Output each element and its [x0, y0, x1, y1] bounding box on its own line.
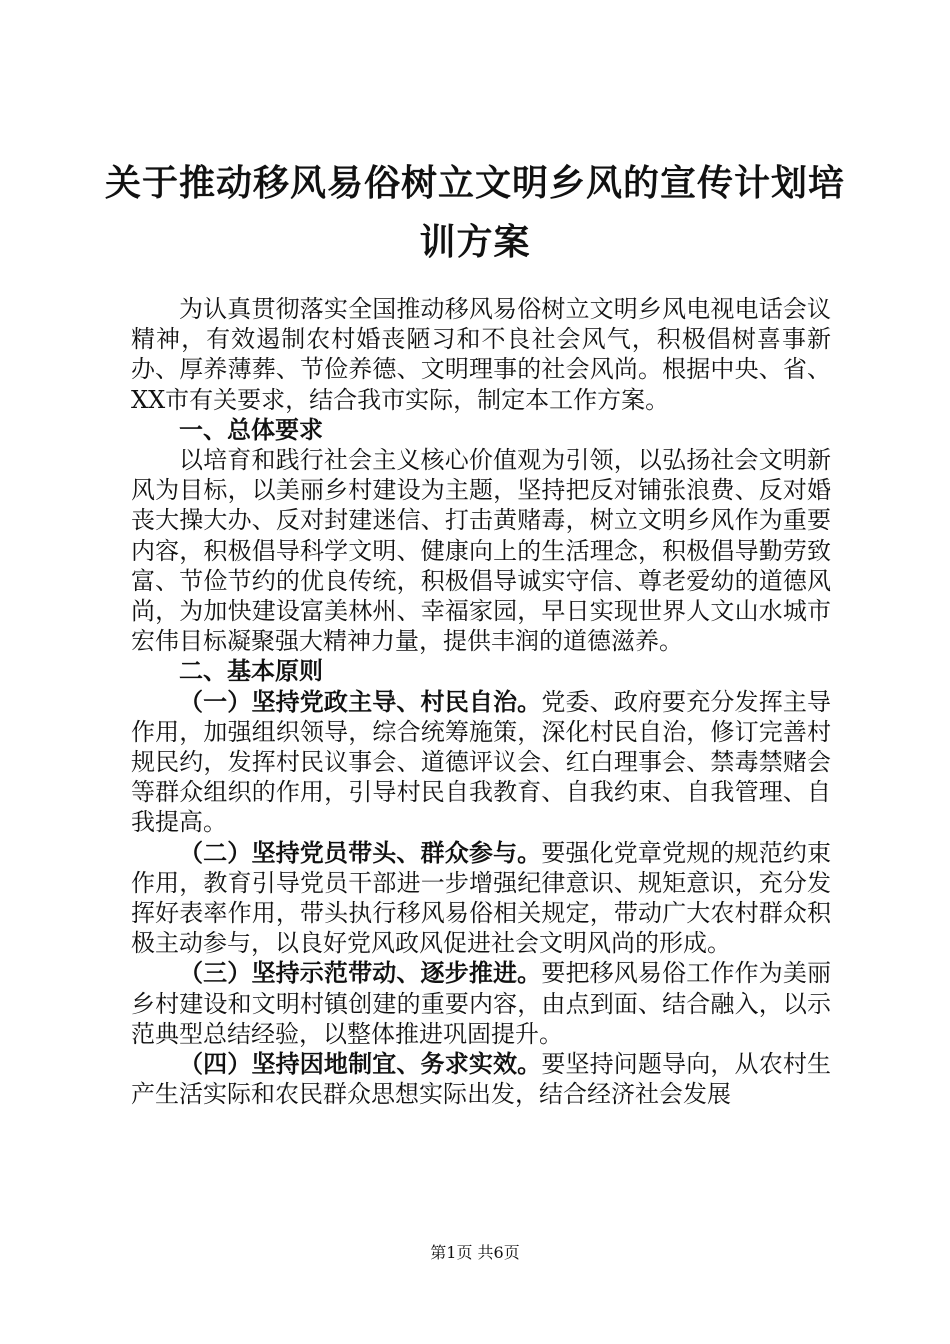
- principle-text-2: 要强化党章党规的规范约束作用，教育引导党员干部进一步增强纪律意识、规矩意识，充分发挥好表率作用，带头执行移风易俗相关规定，带动广大农村群众积极主动参与，以良好党风政风促进社会文明风尚的形成。: [131, 838, 832, 958]
- intro-paragraph: 为认真贯彻落实全国推动移风易俗树立文明乡风电视电话会议精神，有效遏制农村婚丧陋习和不良社会风气，积极倡树喜事新办、厚养薄葬、节俭养德、文明理事的社会风尚。根据中央、省、XX市有关要求，结合我市实际，制定本工作方案。: [131, 295, 831, 414]
- principle-text-1: 党委、政府要充分发挥主导作用，加强组织领导，综合统筹施策，深化村民自治，修订完善村规民约，发挥村民议事会、道德评议会、红白理事会、禁毒禁赌会等群众组织的作用，引导村民自我教育、自我约束、自我管理、自我提高。: [131, 687, 832, 837]
- principle-paragraph-1: [131, 687, 831, 838]
- principle-text-4: 要坚持问题导向，从农村生产生活实际和农民群众思想实际出发，结合经济社会发展: [131, 1050, 832, 1109]
- principle-paragraph-3: [131, 958, 831, 1049]
- document-title-line-1: 关于推动移风易俗树立文明乡风的宣传计划培: [104, 162, 845, 204]
- principle-paragraph-2: [131, 838, 831, 959]
- section-paragraph-overall-requirements: 以培育和践行社会主义核心价值观为引领，以弘扬社会文明新风为目标，以美丽乡村建设为主题，坚持把反对铺张浪费、反对婚丧大操大办、反对封建迷信、打击黄赌毒，树立文明乡风作为重要内容，积极倡导科学文明、健康向上的生活理念，积极倡导勤劳致富、节俭节约的优良传统，积极倡导诚实守信、尊老爱幼的道德风尚，为加快建设富美林州、幸福家园，早日实现世界人文山水城市宏伟目标凝聚强大精神力量，提供丰润的道德滋养。: [131, 446, 831, 656]
- principle-lead-2: （二）坚持党员带头、群众参与。: [179, 837, 542, 867]
- principle-paragraph-4: [131, 1049, 831, 1109]
- principle-lead-4: （四）坚持因地制宜、务求实效。: [179, 1049, 542, 1079]
- principle-lead-3: （三）坚持示范带动、逐步推进。: [179, 958, 542, 988]
- principle-text-3: 要把移风易俗工作作为美丽乡村建设和文明村镇创建的重要内容，由点到面、结合融入，以示范典型总结经验，以整体推进巩固提升。: [131, 959, 832, 1048]
- section-heading-overall-requirements: 一、总体要求: [179, 414, 323, 444]
- document-title-line-2: 训方案: [419, 221, 531, 263]
- document-body: [131, 294, 831, 1109]
- page-footer: 第1页 共6页: [430, 1243, 520, 1262]
- principle-lead-1: （一）坚持党政主导、村民自治。: [179, 686, 542, 716]
- section-heading-basic-principles: 二、基本原则: [179, 656, 323, 686]
